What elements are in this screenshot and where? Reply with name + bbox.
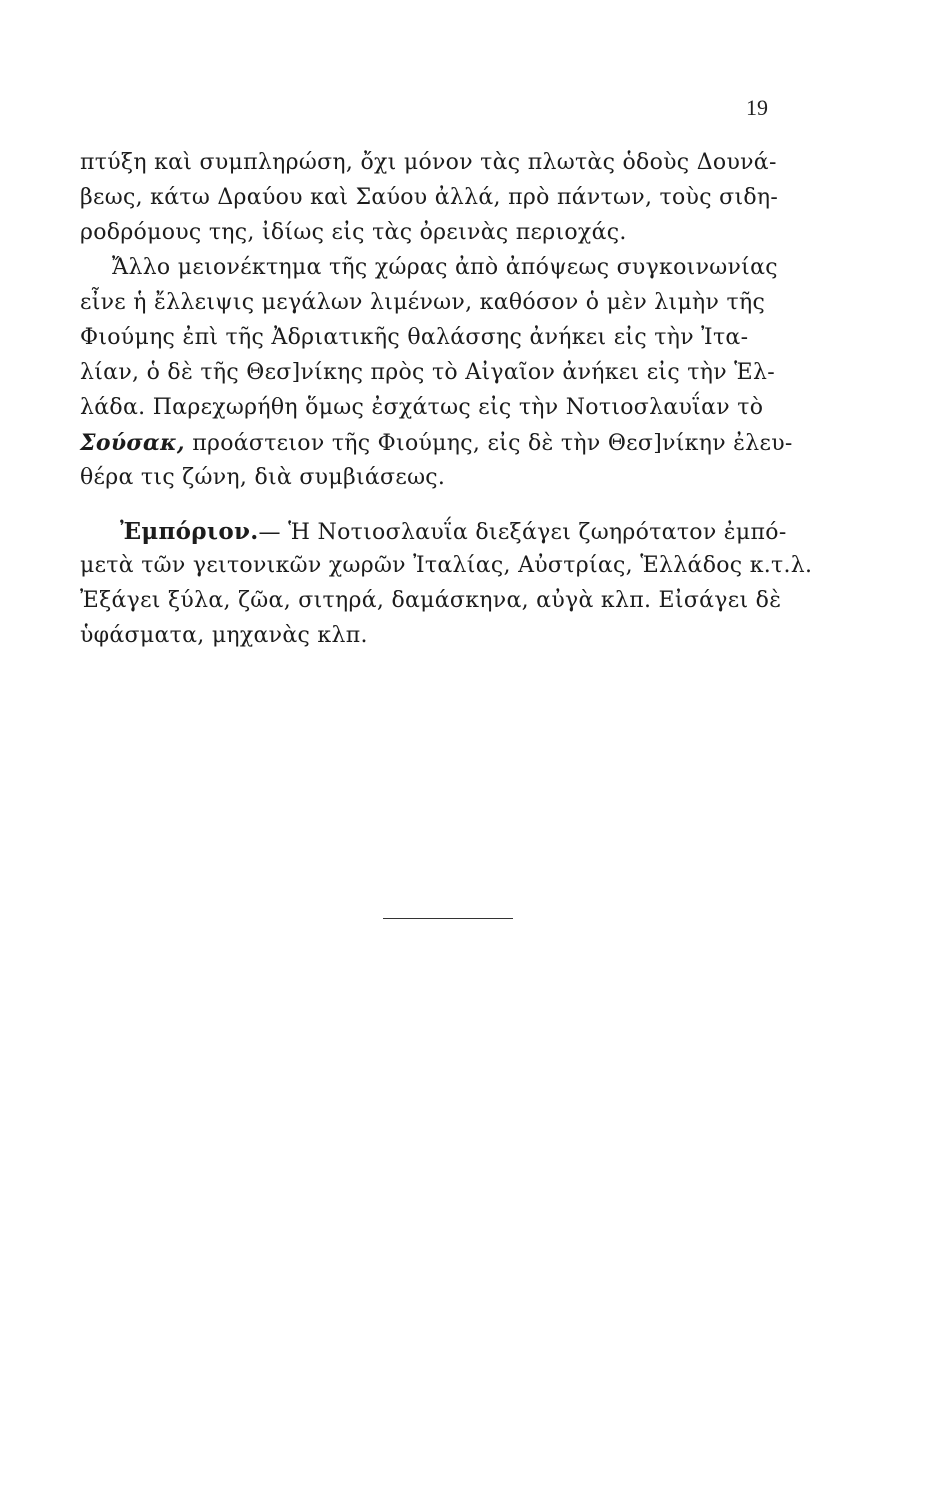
text-line: Ἐξάγει ξύλα, ζῶα, σιτηρά, δαμάσκηνα, αὐγὰ κλπ. Εἰσάγει δὲ [80, 588, 782, 613]
horizontal-rule [383, 918, 513, 919]
text-line: Ἄλλο μειονέκτημα τῆς χώρας ἀπὸ ἀπόψεως συγκοινωνίας [112, 255, 778, 280]
text-line-with-heading [120, 518, 787, 545]
page-number: 19 [746, 95, 768, 120]
text-line: βεως, κάτω Δραύου καὶ Σαύου ἀλλά, πρὸ πάντων, τοὺς σιδη- [80, 185, 779, 210]
text-line: Φιούμης ἐπὶ τῆς Ἀδριατικῆς θαλάσσης ἀνήκει εἰς τὴν Ἰτα- [80, 325, 749, 350]
text-line: λίαν, ὁ δὲ τῆς Θεσ]νίκης πρὸς τὸ Αἰγαῖον ἀνήκει εἰς τὴν Ἑλ- [80, 360, 775, 385]
emphasized-place-name: Σούσακ, [80, 430, 185, 456]
text-line: πτύξη καὶ συμπληρώση, ὄχι μόνον τὰς πλωτὰς ὁδοὺς Δουνά- [80, 150, 777, 175]
text-line-rest: προάστειον τῆς Φιούμης, εἰς δὲ τὴν Θεσ]νίκην ἐλευ- [184, 431, 793, 456]
text-line: ὑφάσματα, μηχανὰς κλπ. [80, 623, 368, 648]
text-line-with-emphasis [80, 430, 793, 456]
section-heading: Ἐμπόριον. [120, 518, 259, 545]
text-line-rest: — Ἡ Νοτιοσλαυΐα διεξάγει ζωηρότατον ἐμπό- [258, 520, 787, 545]
text-line: ροδρόμους της, ἰδίως εἰς τὰς ὀρεινὰς περιοχάς. [80, 220, 627, 245]
text-line: θέρα τις ζώνη, διὰ συμβιάσεως. [80, 465, 446, 490]
text-line: λάδα. Παρεχωρήθη ὅμως ἐσχάτως εἰς τὴν Νοτιοσλαυΐαν τὸ [80, 395, 764, 420]
text-line: μετὰ τῶν γειτονικῶν χωρῶν Ἰταλίας, Αὐστρίας, Ἑλλάδος κ.τ.λ. [80, 553, 813, 578]
text-line: εἶνε ἡ ἔλλειψις μεγάλων λιμένων, καθόσον ὁ μὲν λιμὴν τῆς [80, 290, 766, 315]
